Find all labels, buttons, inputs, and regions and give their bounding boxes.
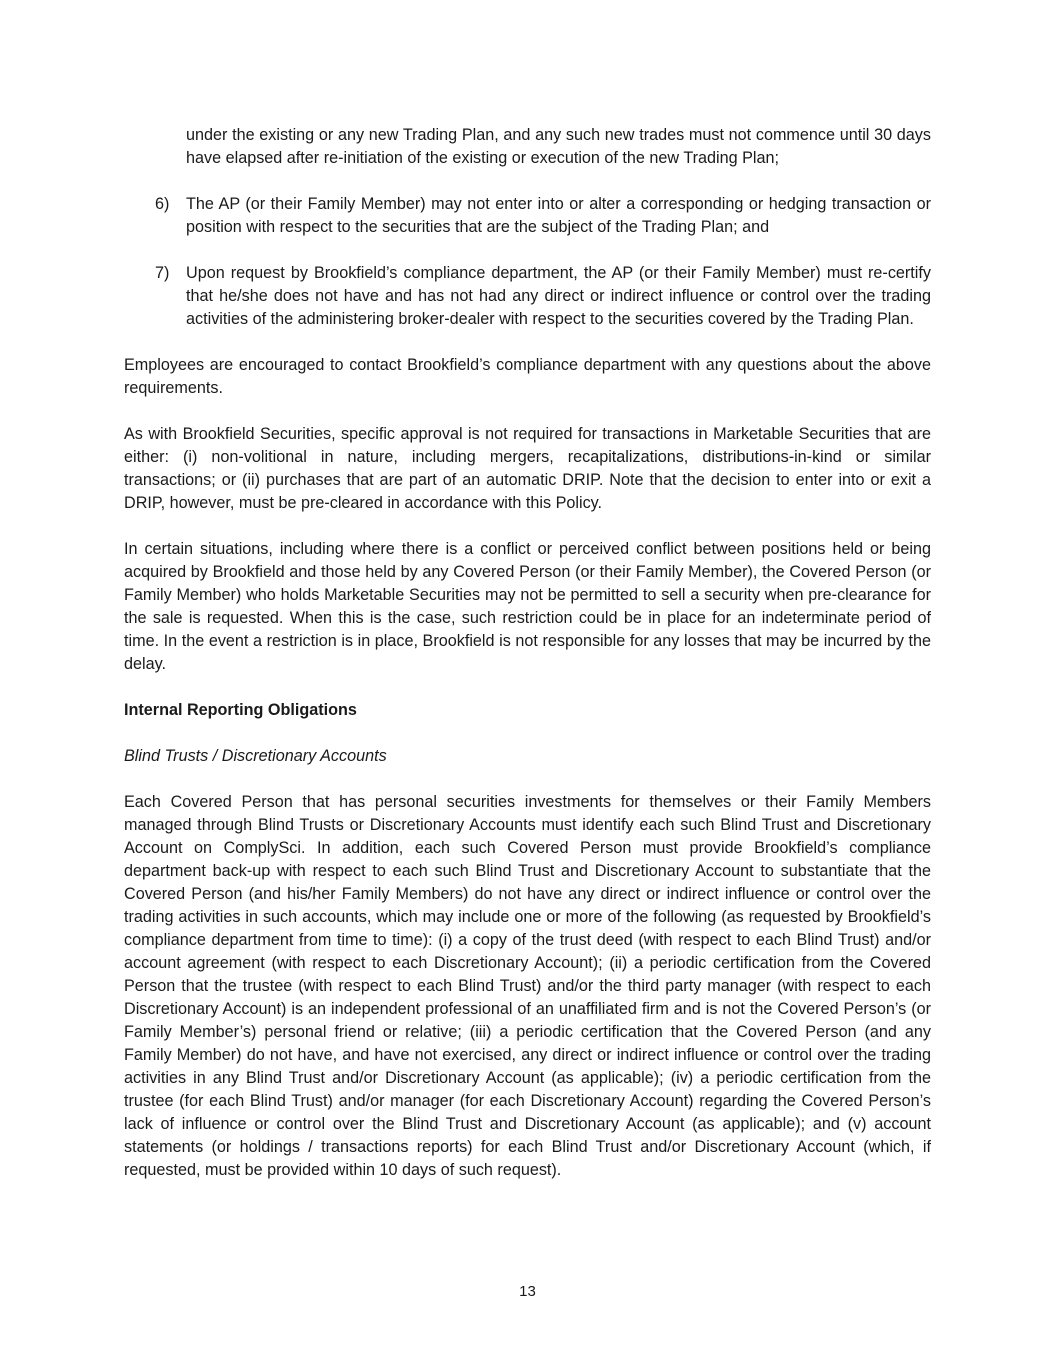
list-item-number: 7)	[155, 264, 170, 282]
section-heading: Internal Reporting Obligations	[124, 701, 357, 719]
subsection-heading: Blind Trusts / Discretionary Accounts	[124, 747, 387, 765]
list-item-6	[124, 193, 931, 239]
continuation-paragraph: under the existing or any new Trading Plan, and any such new trades must not commence until 30 days have elapsed after re-initiation of the existing or execution of the new Trading Plan;	[186, 126, 931, 167]
page-number: 13	[519, 1283, 536, 1300]
list-item-text: Upon request by Brookfield’s compliance department, the AP (or their Family Member) must re-certify that he/she does not have and has not had any direct or indirect influence or control over the trading activities of the administering broker-dealer with respect to the securities covered by the Trading Plan.	[186, 264, 931, 328]
paragraph-blind-trusts: Each Covered Person that has personal securities investments for themselves or their Family Members managed through Blind Trusts or Discretionary Accounts must identify each such Blind Trust and Discretionary Account on ComplySci. In addition, each such Covered Person must provide Brookfield’s compliance department back-up with respect to each such Blind Trust and Discretionary Account to substantiate that the Covered Person (and his/her Family Members) do not have any direct or indirect influence or control over the trading activities in such accounts, which may include one or more of the following (as requested by Brookfield’s compliance department from time to time): (i) a copy of the trust deed (with respect to each Blind Trust) and/or account agreement (with respect to each Discretionary Account); (ii) a periodic certification from the Covered Person that the trustee (with respect to each Blind Trust) and/or the third party manager (with respect to each Discretionary Account) is an independent professional of an unaffiliated firm and is not the Covered Person’s (or Family Member’s) personal friend or relative; (iii) a periodic certification that the Covered Person (and any Family Member) do not have, and have not exercised, any direct or indirect influence or control over the trading activities in any Blind Trust and/or Discretionary Account (as applicable); (iv) a periodic certification from the trustee (for each Blind Trust) and/or manager (for each Discretionary Account) regarding the Covered Person’s lack of influence or control over the Blind Trust and Discretionary Account (as applicable); and (v) account statements (or holdings / transactions reports) for each Blind Trust and/or Discretionary Account (which, if requested, must be provided within 10 days of such request).	[124, 793, 931, 1179]
list-item-number: 6)	[155, 195, 170, 213]
paragraph-specific-approval: As with Brookfield Securities, specific approval is not required for transactions in Marketable Securities that are either: (i) non-volitional in nature, including mergers, recapitalizations, distributions-in-kind or similar transactions; or (ii) purchases that are part of an automatic DRIP. Note that the decision to enter into or exit a DRIP, however, must be pre-cleared in accordance with this Policy.	[124, 425, 931, 512]
list-item-7	[124, 262, 931, 331]
list-item-text: The AP (or their Family Member) may not enter into or alter a corresponding or hedging transaction or position with respect to the securities that are the subject of the Trading Plan; and	[186, 195, 931, 236]
document-page	[124, 124, 931, 1205]
paragraph-conflict-restriction: In certain situations, including where there is a conflict or perceived conflict between positions held or being acquired by Brookfield and those held by any Covered Person (or their Family Member), the Covered Person (or Family Member) who holds Marketable Securities may not be permitted to sell a security when pre-clearance for the sale is requested. When this is the case, such restriction could be in place for an indeterminate period of time. In the event a restriction is in place, Brookfield is not responsible for any losses that may be incurred by the delay.	[124, 540, 931, 673]
paragraph-contact-compliance: Employees are encouraged to contact Brookfield’s compliance department with any questions about the above requirements.	[124, 356, 931, 397]
